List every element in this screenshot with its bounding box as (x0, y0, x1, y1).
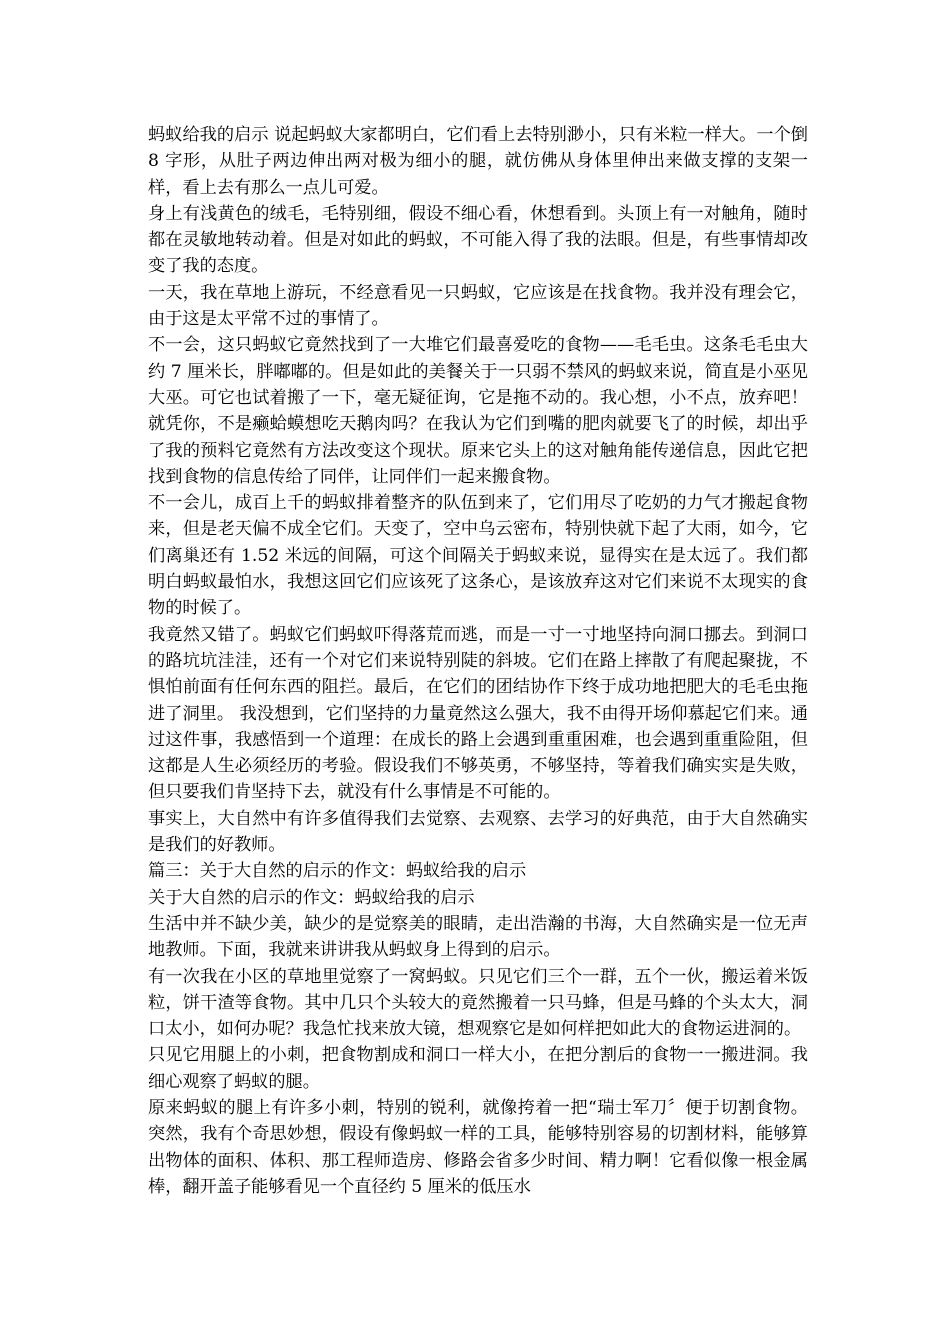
paragraph-2: 身上有浅黄色的绒毛，毛特别细，假设不细心看，休想看到。头顶上有一对触角，随时都在灵敏地转动着。但是对如此的蚂蚁，不可能入得了我的法眼。但是，有些事情却改变了我的态度。 (148, 203, 808, 277)
paragraph-5: 不一会儿，成百上千的蚂蚁排着整齐的队伍到来了，它们用尽了吃奶的力气才搬起食物来，但是老天偏不成全它们。天变了，空中乌云密布，特别快就下起了大雨，如今，它们离巢还有 1.52 米远的间隔，可这个间隔关于蚂蚁来说，显得实在是太远了。我们都明白蚂蚁最怕水，我想这回它们应该死了这条心，是该放弃这对它们来说不太现实的食物的时候了。 (148, 493, 808, 619)
paragraph-7: 事实上，大自然中有许多值得我们去觉察、去观察、去学习的好典范，由于大自然确实是我们的好教师。 (148, 808, 808, 856)
document-page (148, 122, 808, 1200)
paragraph-13: 原来蚂蚁的腿上有许多小刺，特别的锐利，就像挎着一把“瑞士军刀〞便于切割食物。 突然，我有个奇思妙想，假设有像蚂蚁一样的工具，能够特别容易的切割材料，能够算出物体的面积、体积、那工程师造房、修路会省多少时间、精力啊！它看似像一根金属棒，翻开盖子能够看见一个直径约 5 厘米的低压水 (148, 1097, 808, 1197)
paragraph-12: 只见它用腿上的小刺，把食物割成和洞口一样大小，在把分割后的食物一一搬进洞。我细心观察了蚂蚁的腿。 (148, 1045, 808, 1092)
section-heading: 篇三：关于大自然的启示的作文：蚂蚁给我的启示 (148, 861, 527, 882)
paragraph-10: 生活中并不缺少美，缺少的是觉察美的眼睛，走出浩瀚的书海，大自然确实是一位无声地教师。下面，我就来讲讲我从蚂蚁身上得到的启示。 (148, 913, 808, 961)
paragraph-11: 有一次我在小区的草地里觉察了一窝蚂蚁。只见它们三个一群，五个一伙，搬运着米饭粒，饼干渣等食物。其中几只个头较大的竟然搬着一只马蜂，但是马蜂的个头太大，洞口太小，如何办呢？我急忙找来放大镜，想观察它是如何样把如此大的食物运进洞的。 (148, 966, 808, 1040)
paragraph-3: 一天，我在草地上游玩，不经意看见一只蚂蚁，它应该是在找食物。我并没有理会它，由于这是太平常不过的事情了。 (148, 282, 808, 330)
essay-title: 关于大自然的启示的作文：蚂蚁给我的启示 (148, 887, 475, 908)
paragraph-4: 不一会，这只蚂蚁它竟然找到了一大堆它们最喜爱吃的食物——毛毛虫。这条毛毛虫大约 7 厘米长，胖嘟嘟的。但是如此的美餐关于一只弱不禁风的蚂蚁来说，简直是小巫见大巫。可它也试着搬了一下，毫无疑征询，它是拖不动的。我心想，小不点，放弃吧！就凭你，不是癞蛤蟆想吃天鹅肉吗？在我认为它们到嘴的肥肉就要飞了的时候，却出乎了我的预料它竟然有方法改变这个现状。原来它头上的这对触角能传递信息，因此它把找到食物的信息传给了同伴，让同伴们一起来搬食物。 (148, 335, 808, 487)
paragraph-1: 蚂蚁给我的启示 说起蚂蚁大家都明白，它们看上去特别渺小，只有米粒一样大。一个倒 8 字形，从肚子两边伸出两对极为细小的腿，就仿佛从身体里伸出来做支撑的支架一样，看上去有那么一点儿可爱。 (148, 125, 808, 198)
paragraph-6: 我竟然又错了。蚂蚁它们蚂蚁吓得落荒而逃，而是一寸一寸地坚持向洞口挪去。到洞口的路坑坑洼洼，还有一个对它们来说特别陡的斜坡。它们在路上摔散了有爬起聚拢，不惧怕前面有任何东西的阻拦。最后，在它们的团结协作下终于成功地把肥大的毛毛虫拖进了洞里。 我没想到，它们坚持的力量竟然这么强大，我不由得开场仰慕起它们来。通过这件事，我感悟到一个道理：在成长的路上会遇到重重困难，也会遇到重重险阻，但这都是人生必须经历的考验。假设我们不够英勇，不够坚持，等着我们确实实是失败，但只要我们肯坚持下去，就没有什么事情是不可能的。 (148, 624, 808, 803)
